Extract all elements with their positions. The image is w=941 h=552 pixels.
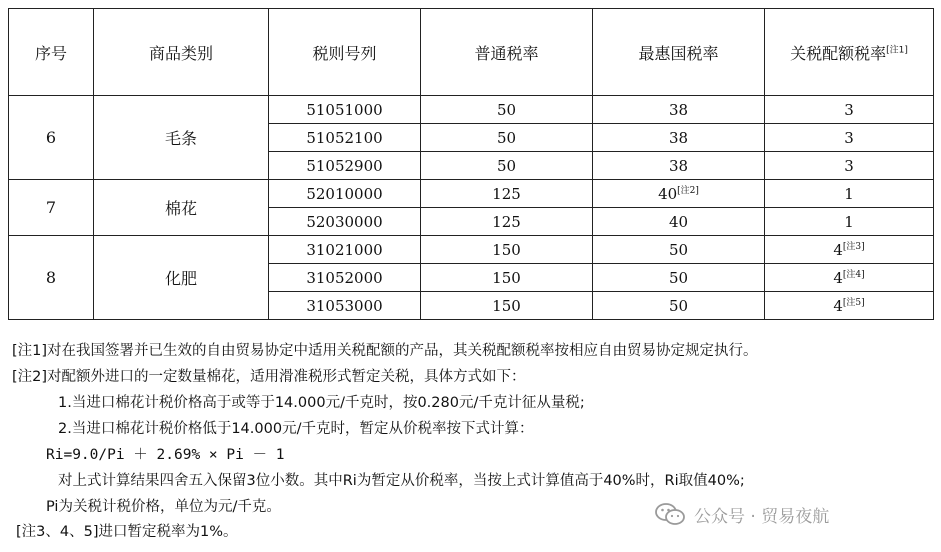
cell-general-rate-value: 150 xyxy=(492,268,521,287)
cell-tariff-code-value: 51051000 xyxy=(306,100,383,119)
cell-category: 棉花 xyxy=(94,180,269,236)
header-general-rate: 普通税率 xyxy=(421,9,593,96)
cell-general-rate-value: 50 xyxy=(496,156,517,175)
cell-tariff-code-value: 52030000 xyxy=(306,212,383,231)
cell-general-rate xyxy=(421,292,593,320)
formula-explain-1: 对上式计算结果四舍五入保留3位小数。其中Ri为暂定从价税率，当按上式计算值高于40%时，Ri取值40%; xyxy=(58,473,745,489)
cell-general-rate xyxy=(421,180,593,208)
cell-mfn-rate-value: 40 xyxy=(658,184,678,203)
header-mfn-rate: 最惠国税率 xyxy=(593,9,765,96)
cell-mfn-rate-value: 38 xyxy=(668,100,689,119)
cell-quota-rate xyxy=(765,292,934,320)
cell-general-rate xyxy=(421,208,593,236)
cell-tariff-code-value: 31052000 xyxy=(306,268,383,287)
cell-tariff-code xyxy=(269,264,421,292)
cell-no: 8 xyxy=(9,236,94,320)
cell-mfn-rate xyxy=(593,152,765,180)
watermark-text: 公众号 · 贸易夜航 xyxy=(694,506,830,527)
cell-tariff-code xyxy=(269,236,421,264)
cell-mfn-rate xyxy=(593,292,765,320)
cell-mfn-rate-value: 40 xyxy=(668,212,689,231)
cell-tariff-code xyxy=(269,152,421,180)
note-2: [注2]对配额外进口的一定数量棉花，适用滑准税形式暂定关税，具体方式如下： xyxy=(12,369,526,385)
cell-general-rate xyxy=(421,264,593,292)
cell-quota-rate-value: 1 xyxy=(844,212,854,231)
note-2-item-2: 2.当进口棉花计税价格低于14.000元/千克时，暂定从价税率按下式计算： xyxy=(58,421,534,437)
cell-tariff-code-value: 51052900 xyxy=(306,156,383,175)
formula: Ri=9.0/Pi ＋ 2.69% × Pi － 1 xyxy=(46,447,285,463)
table-row xyxy=(9,236,934,264)
cell-mfn-rate xyxy=(593,264,765,292)
cell-general-rate xyxy=(421,152,593,180)
cell-tariff-code-value: 31053000 xyxy=(306,296,383,315)
cell-general-rate-value: 125 xyxy=(492,184,521,203)
notes-section xyxy=(12,338,932,520)
cell-mfn-rate xyxy=(593,180,765,208)
cell-tariff-code-value: 51052100 xyxy=(306,128,383,147)
header-tariff-code: 税则号列 xyxy=(269,9,421,96)
cell-quota-rate xyxy=(765,236,934,264)
cell-mfn-rate-value: 38 xyxy=(668,128,689,147)
cell-quota-rate-note: [注3] xyxy=(842,241,865,252)
cell-quota-rate-value: 1 xyxy=(844,184,854,203)
cell-quota-rate-note: [注4] xyxy=(842,269,865,280)
cell-quota-rate-note: [注5] xyxy=(842,297,865,308)
cell-general-rate-value: 150 xyxy=(492,240,521,259)
cell-mfn-rate xyxy=(593,208,765,236)
cell-general-rate-value: 125 xyxy=(492,212,521,231)
cell-general-rate-value: 50 xyxy=(496,100,517,119)
cell-quota-rate-value: 3 xyxy=(844,128,854,147)
cell-quota-rate xyxy=(765,208,934,236)
cell-no: 6 xyxy=(9,96,94,180)
header-quota-rate xyxy=(765,9,934,96)
cell-tariff-code-value: 52010000 xyxy=(306,184,383,203)
cell-mfn-rate xyxy=(593,236,765,264)
note-2-item-1: 1.当进口棉花计税价格高于或等于14.000元/千克时，按0.280元/千克计征从量税; xyxy=(58,395,585,411)
formula-explain-2: Pi为关税计税价格，单位为元/千克。 xyxy=(46,499,281,515)
cell-quota-rate-value: 3 xyxy=(844,156,854,175)
cell-quota-rate xyxy=(765,152,934,180)
table-body xyxy=(9,96,934,320)
cell-category: 化肥 xyxy=(94,236,269,320)
cell-quota-rate-value: 4 xyxy=(833,296,843,315)
cell-general-rate-value: 150 xyxy=(492,296,521,315)
cell-tariff-code xyxy=(269,180,421,208)
header-category: 商品类别 xyxy=(94,9,269,96)
tariff-table xyxy=(8,8,934,320)
cell-tariff-code xyxy=(269,96,421,124)
cell-general-rate xyxy=(421,124,593,152)
note-1: [注1]对在我国签署并已生效的自由贸易协定中适用关税配额的产品，其关税配额税率按相应自由贸易协定规定执行。 xyxy=(12,343,758,359)
cell-mfn-rate-value: 50 xyxy=(668,268,689,287)
cell-mfn-rate xyxy=(593,124,765,152)
cell-quota-rate xyxy=(765,124,934,152)
header-quota-rate-label: 关税配额税率 xyxy=(790,43,887,63)
cell-quota-rate-value: 4 xyxy=(833,268,843,287)
cell-mfn-rate xyxy=(593,96,765,124)
table-row xyxy=(9,96,934,124)
cell-tariff-code-value: 31021000 xyxy=(306,240,383,259)
cell-quota-rate xyxy=(765,96,934,124)
cell-no: 7 xyxy=(9,180,94,236)
cell-quota-rate xyxy=(765,264,934,292)
cell-tariff-code xyxy=(269,292,421,320)
cell-general-rate xyxy=(421,236,593,264)
table-header-row xyxy=(9,9,934,96)
table-row xyxy=(9,180,934,208)
cell-quota-rate-value: 4 xyxy=(833,240,843,259)
header-quota-note: [注1] xyxy=(886,45,908,56)
cell-tariff-code xyxy=(269,124,421,152)
cell-general-rate xyxy=(421,96,593,124)
header-no: 序号 xyxy=(9,9,94,96)
cell-general-rate-value: 50 xyxy=(496,128,517,147)
cell-mfn-rate-note: [注2] xyxy=(677,185,699,196)
cell-quota-rate xyxy=(765,180,934,208)
wechat-icon xyxy=(654,502,686,526)
cell-mfn-rate-value: 38 xyxy=(668,156,689,175)
cell-tariff-code xyxy=(269,208,421,236)
cell-quota-rate-value: 3 xyxy=(844,100,854,119)
watermark xyxy=(654,498,924,530)
cell-mfn-rate-value: 50 xyxy=(668,296,689,315)
cell-mfn-rate-value: 50 xyxy=(668,240,689,259)
note-3-4-5: [注3、4、5]进口暂定税率为1%。 xyxy=(16,524,238,540)
cell-category: 毛条 xyxy=(94,96,269,180)
